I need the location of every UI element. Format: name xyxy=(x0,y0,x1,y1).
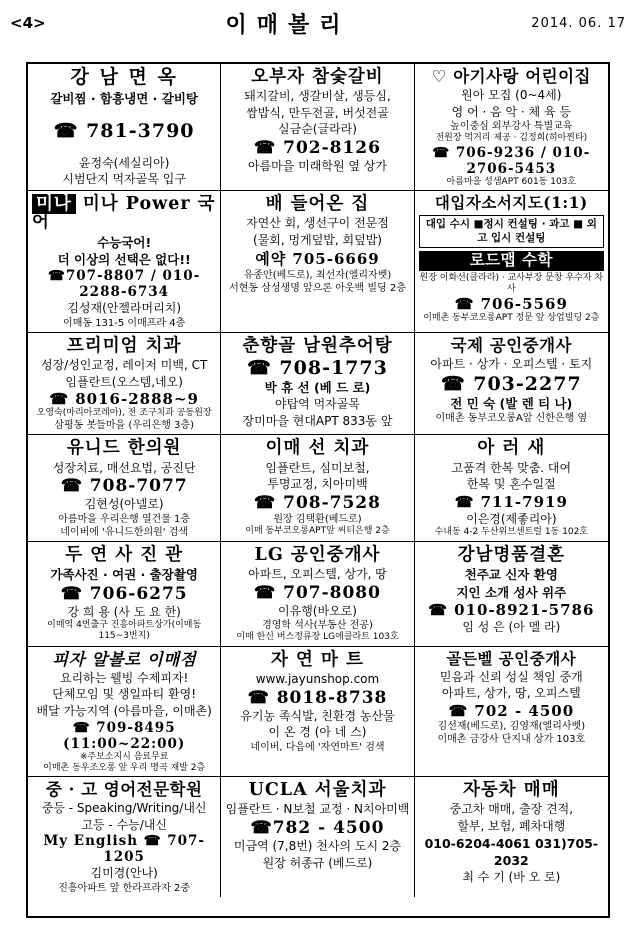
ad-line: 유종안(베드로), 최선자(엘리자벳) xyxy=(243,270,392,282)
ad-line: 한복 및 혼수일절 xyxy=(466,477,556,492)
ad-cell[interactable] xyxy=(415,64,608,191)
ad-line: 이매촌 금강사 단지내 상가 103호 xyxy=(437,733,586,745)
ad-line: 경영학 석사(부동산 전공) xyxy=(262,620,373,632)
ad-phone: ☎782 - 4500 xyxy=(250,817,385,838)
ad-title: 춘향골 남원추어탕 xyxy=(242,335,393,356)
ad-line: 아파트, 상가, 땅, 오피스텔 xyxy=(441,686,581,701)
ad-title: LG 공인중개사 xyxy=(254,544,381,565)
ad-line: 이매촌 동부코오롱A앞 신한은행 옆 xyxy=(435,412,588,424)
ad-title: 아 러 새 xyxy=(477,438,546,459)
ad-line: 임플란트, 심미보철, xyxy=(265,460,370,475)
ad-line: ※주보소지시 음료무료 xyxy=(79,751,169,762)
ad-line: 서현동 삼성생명 앞으론 아웃백 빌딩 2층 xyxy=(229,283,406,295)
ad-line: 실금순(글라라) xyxy=(278,122,357,137)
ad-line: 이매역 4번출구 진흥아파트상가(이매동115~3번지) xyxy=(47,620,202,642)
ad-line: 더 이상의 선택은 없다!! xyxy=(57,251,191,267)
ad-line: 할부, 보험, 폐차대행 xyxy=(457,818,566,833)
ad-phone: ☎ 8016-2888~9 xyxy=(49,390,199,409)
ad-cell[interactable] xyxy=(415,647,608,777)
ad-line: (물회, 멍게덮밥, 회덮밥) xyxy=(253,232,382,247)
ad-phone: ☎ 708-1773 xyxy=(247,357,388,380)
ad-phone: ☎ 706-6275 xyxy=(60,583,188,604)
ad-line: 이매 한신 버스정류장 LG에클라트 103호 xyxy=(236,632,399,643)
ad-line: 삼평동 봇들마을 (우리은행 3층) xyxy=(54,420,194,432)
ad-line: 김성재(안젤라머리치) xyxy=(67,301,182,316)
ad-title: 오부자 참숯갈비 xyxy=(251,67,384,87)
ad-line: 이유행(바오로) xyxy=(278,603,357,618)
ad-title-text: 미나 Power 국어 xyxy=(32,193,216,233)
page-header xyxy=(0,0,636,46)
ad-highlight-box: 대입 수시 ■정시 컨설팅 · 과고 ■ 외고 입시 컨설팅 xyxy=(419,215,604,248)
ad-line: 아름마을 미래학원 옆 상가 xyxy=(248,159,387,174)
ad-cell[interactable] xyxy=(28,435,221,541)
ad-phone: ☎ 707-8080 xyxy=(254,582,381,603)
ad-phone: 예약 705-6669 xyxy=(255,250,380,269)
ad-title: 자 연 마 트 xyxy=(271,649,364,670)
ad-phone: ☎ 8018-8738 xyxy=(247,687,388,708)
ad-title: 골든벨 공인중개사 xyxy=(446,648,577,668)
ad-phone: ☎ 711-7919 xyxy=(454,492,568,511)
ad-line: 믿음과 신뢰 성실 책임 중개 xyxy=(439,669,583,684)
ad-title: UCLA 서울치과 xyxy=(248,780,387,801)
ad-line: 원장 이화선(클라라) · 교사부장 문창 우수자 차사 xyxy=(419,272,604,294)
ad-title: 배 들어온 집 xyxy=(265,193,370,214)
ad-line: 이매촌 동우조오롱 앞 우리 명곡 재발 2층 xyxy=(43,762,206,773)
ad-subtitle: 로드맵 수학 xyxy=(419,251,604,270)
ad-line: 중등 - Speaking/Writing/내신 xyxy=(41,801,207,816)
ad-line: 아파트, 오피스텔, 상가, 땅 xyxy=(248,567,387,582)
publication-date: 2014. 06. 17 xyxy=(531,15,626,31)
ad-phone: My English ☎ 707-1205 xyxy=(43,833,206,866)
ad-line: 임 성 은 (아 멜 라) xyxy=(462,619,561,634)
ad-line: 임플란트 · N보철 교정 · N치아미백 xyxy=(225,802,410,817)
ad-line: 성장/성인교정, 레이저 미백, CT xyxy=(40,358,208,373)
ad-line: 김현성(아넬로) xyxy=(84,497,164,512)
ad-title: 중 · 고 영어전문학원 xyxy=(45,780,203,800)
ad-website[interactable]: www.jayunshop.com xyxy=(255,671,380,686)
ad-cell[interactable] xyxy=(28,647,221,777)
ad-cell[interactable] xyxy=(28,542,221,647)
ad-line: 김미경(안나) xyxy=(90,866,158,881)
ad-line: 전원장 먹거리 제공 · 김정희(히아찐타) xyxy=(435,133,588,144)
ad-line: 박 휴 선 (베 드 로) xyxy=(264,380,371,396)
ad-line: 원아 모집 (0~4세) xyxy=(461,88,562,103)
ad-title: 이매 선 치과 xyxy=(265,438,370,459)
ad-cell[interactable] xyxy=(415,542,608,647)
ad-line: 진흥아파트 앞 한라프라자 2중 xyxy=(58,883,191,895)
ad-phone: ☎ 706-5569 xyxy=(454,295,568,314)
ad-line: 전 민 숙 (발 렌 티 나) xyxy=(450,395,573,411)
ad-line: 단체모임 및 생일파티 환영! xyxy=(52,687,197,702)
ad-title xyxy=(32,195,216,232)
ad-line: 성장치료, 매선요법, 공진단 xyxy=(52,460,196,475)
ad-cell[interactable] xyxy=(28,333,221,436)
ad-title: 유니드 한의원 xyxy=(66,438,182,459)
ad-line: 임플란트(오스템,네오) xyxy=(65,374,183,389)
ad-line: 야탑역 먹자골목 xyxy=(275,397,360,412)
ad-phone: ☎ 708-7077 xyxy=(60,476,188,497)
ad-line: 김선재(베드로), 김영재(엘리사벳) xyxy=(437,720,586,732)
ad-line: 이매촌 동부코오롱APT 정문 앞 상업빌딩 2층 xyxy=(423,313,600,324)
ad-line: 이은경(제좋리아) xyxy=(466,511,557,526)
ad-cell[interactable] xyxy=(28,64,221,191)
ad-line: 고등 - 수능/내신 xyxy=(81,817,167,832)
ad-cell[interactable] xyxy=(221,435,414,541)
ad-cell[interactable] xyxy=(221,64,414,191)
ad-cell[interactable] xyxy=(221,333,414,436)
ad-phone: ☎ 708-7528 xyxy=(254,492,381,513)
ad-cell[interactable] xyxy=(415,333,608,436)
ad-line: 자연산 회, 생선구이 전문점 xyxy=(246,216,389,231)
ad-line: 요리하는 웰빙 수제피자! xyxy=(59,670,189,685)
ad-line: 가족사진 · 여권 · 출장촬영 xyxy=(50,567,198,583)
ad-cell[interactable] xyxy=(415,191,608,333)
ad-line: 오영숙(마리아코레아), 전 조구치과 공동원장 xyxy=(36,408,212,419)
ad-grid xyxy=(26,62,610,918)
masthead-title: 이매볼리 xyxy=(225,11,351,38)
ad-phone: ☎ 010-8921-5786 xyxy=(428,600,595,619)
ad-line: 네이버에 '유니드한의원' 검색 xyxy=(60,526,189,538)
ad-title: 프리미엄 치과 xyxy=(66,335,182,356)
ad-cell[interactable] xyxy=(221,191,414,333)
ad-phone: ☎ 702-8126 xyxy=(254,138,381,159)
page-number: <4> xyxy=(10,14,46,32)
ad-line: 장미마을 현대APT 833동 앞 xyxy=(242,413,393,428)
ad-line: 아름마을 우리은행 열건물 1층 xyxy=(58,513,191,525)
ad-line: 최 수 기 (바 오 로) xyxy=(462,870,561,885)
ad-logo-mark: 미나 xyxy=(32,194,76,214)
ad-phone: ☎ 702 - 4500 xyxy=(448,701,575,720)
ad-title: 강 남 면 옥 xyxy=(70,66,178,88)
ad-line: 미금역 (7,8번) 천사의 도시 2층 xyxy=(233,838,402,853)
ad-cell[interactable] xyxy=(221,542,414,647)
ad-line: 윤정숙(세실리아) xyxy=(78,155,170,170)
ad-phone: ☎707-8807 / 010-2288-6734 xyxy=(48,268,201,301)
ad-cell[interactable] xyxy=(221,647,414,777)
ad-title: 피자 알볼로 이매점 xyxy=(52,649,197,669)
ad-phone: ☎ 781-3790 xyxy=(53,120,195,142)
ad-phone: 010-6204-4061 031)705-2032 xyxy=(424,835,599,868)
ad-line: 강 희 용 (사 도 요 한) xyxy=(67,604,181,619)
ad-title: ♡ 아기사랑 어린이집 xyxy=(431,67,591,86)
ad-line: 중고차 매매, 출장 견적, xyxy=(449,802,574,817)
ad-line: 천주교 신자 환영 xyxy=(464,567,558,583)
ad-line: 지인 소개 성사 위주 xyxy=(456,584,567,600)
ad-title: 자동차 매매 xyxy=(463,780,560,801)
ad-cell[interactable] xyxy=(28,191,221,333)
ad-line: 이 온 경 (아 네 스) xyxy=(268,725,367,740)
ad-cell[interactable] xyxy=(28,777,221,897)
ad-line: 이매 동부코오롱APT앞 씨티은행 2층 xyxy=(245,525,390,536)
ad-line: 영 어 · 음 악 · 체 육 등 xyxy=(451,104,571,119)
ad-cell[interactable] xyxy=(221,777,414,897)
ad-line: 돼지갈비, 생갈비살, 생등심, xyxy=(244,89,391,104)
ad-title: 두 연 사 진 관 xyxy=(65,544,184,565)
ad-line: 수능국어! xyxy=(97,234,152,250)
ad-line: 이매동 131-5 이매프라 4층 xyxy=(63,317,186,329)
ad-cell[interactable] xyxy=(415,435,608,541)
ad-line: 수내동 4-2 두산위브센트럴 1동 102호 xyxy=(434,527,589,538)
ad-phone: ☎ 709-8495 (11:00~22:00) xyxy=(63,719,186,752)
ad-line: 아름마을 성샘APT 601동 103호 xyxy=(446,176,577,187)
ad-line: 시범단지 먹자골목 입구 xyxy=(62,172,186,187)
ad-line: 갈비찜 · 함흥냉면 · 갈비탕 xyxy=(50,90,198,106)
ad-line: 배달 가능지역 (아름마을, 이매촌) xyxy=(36,704,212,719)
ad-cell[interactable] xyxy=(415,777,608,897)
ad-line: 아파트 · 상가 · 오피스텔 · 토지 xyxy=(430,357,593,372)
ad-title: 강남명품결혼 xyxy=(457,544,566,565)
ad-line: 고품격 한복 맞춤. 대여 xyxy=(451,460,572,475)
ad-title: 대입자소서지도(1:1) xyxy=(434,192,588,212)
ad-line: 원장 허종규 (베드로) xyxy=(262,855,373,870)
ad-line: 네이버, 다음에 '자연마트' 검색 xyxy=(250,741,385,753)
ad-line: 원장 김택환(베드로) xyxy=(273,513,362,525)
ad-line: 투명교정, 치아미백 xyxy=(267,477,368,492)
ad-line: 유기농 족식발, 친환경 농산물 xyxy=(240,708,395,723)
ad-line: 쌈밥식, 만두전골, 버섯전골 xyxy=(246,105,389,120)
ad-phone: ☎ 706-9236 / 010-2706-5453 xyxy=(432,144,591,177)
ad-line: 높이중심 외부강사 특별교육 xyxy=(450,121,573,133)
ad-title: 국제 공인중개사 xyxy=(450,335,572,355)
ad-phone: ☎ 703-2277 xyxy=(440,372,582,395)
